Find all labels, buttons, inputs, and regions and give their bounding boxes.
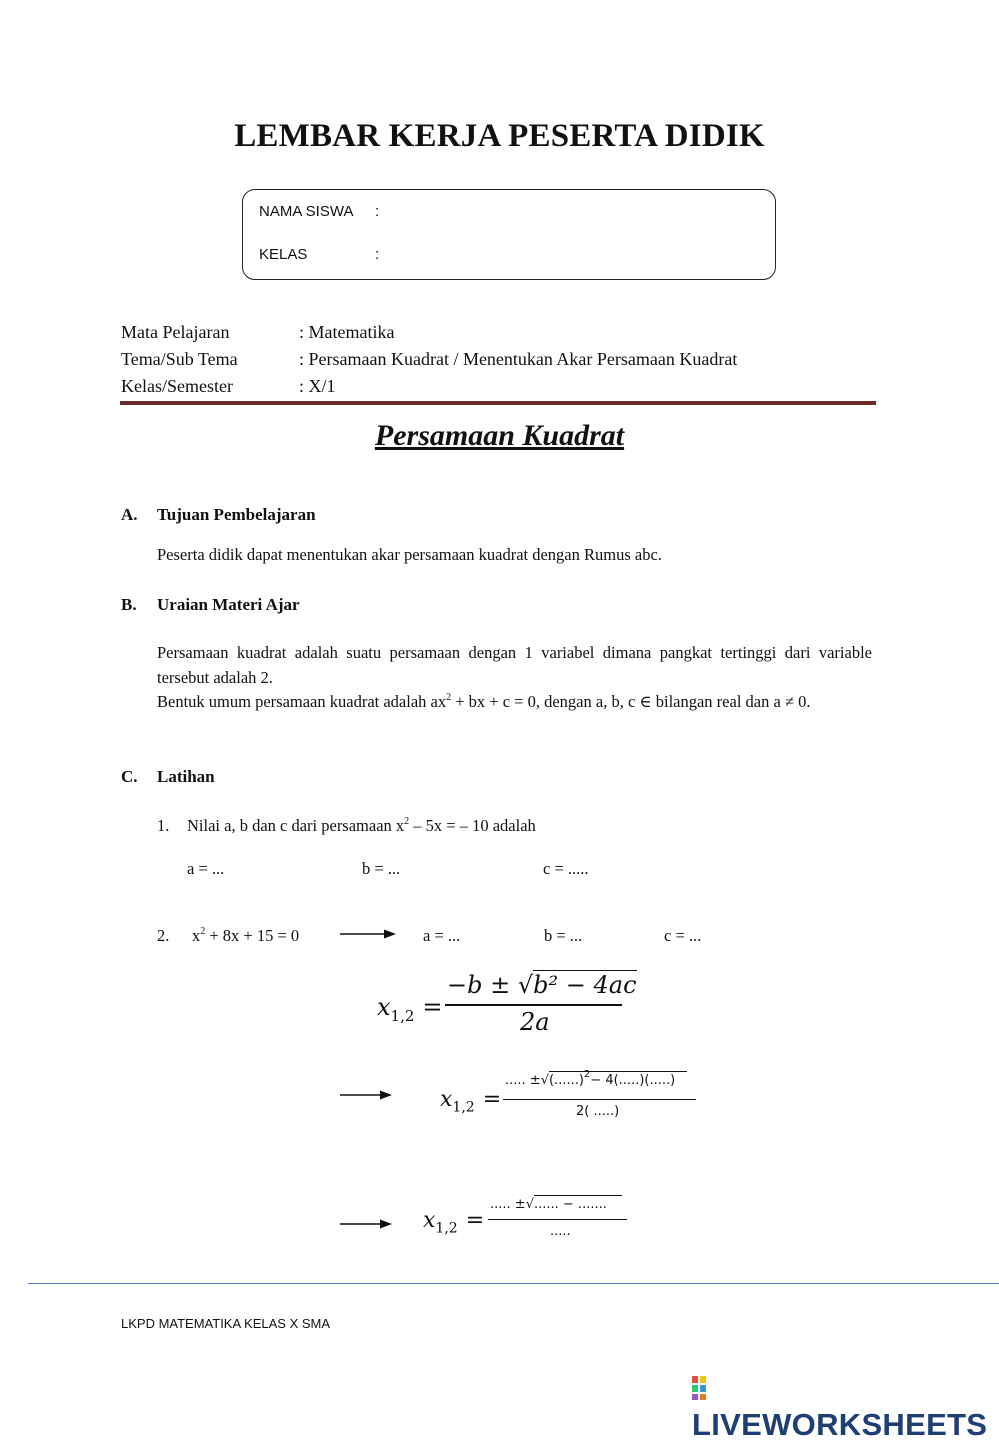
class-colon: :	[375, 246, 380, 263]
q2-answer-a[interactable]: a = ...	[423, 926, 461, 945]
step1-fraction-bar	[503, 1099, 696, 1100]
formula-numerator: −b ± √b² − 4ac	[447, 971, 637, 999]
semester-value: : X/1	[299, 376, 336, 396]
q1-answer-a[interactable]: a = ...	[187, 859, 225, 878]
question-2-equation: $x^2 + 8x + 15 = 0$	[192, 926, 300, 945]
subject-value: : Matematika	[299, 322, 395, 342]
q2-answer-c[interactable]: c = ...	[664, 926, 702, 945]
section-a-letter: A.	[121, 505, 138, 524]
question-1-number: 1.	[157, 816, 170, 835]
student-identity-box	[242, 189, 776, 280]
step2-numerator: ..... ±√...... − .......	[490, 1195, 622, 1212]
section-c-letter: C.	[121, 767, 138, 786]
liveworksheets-logo-icon	[692, 1376, 714, 1400]
page-title: LEMBAR KERJA PESERTA DIDIK	[234, 118, 765, 154]
formula-fraction-bar	[445, 1004, 622, 1006]
formula-denominator: 2a	[520, 1008, 550, 1036]
step1-numerator: ..... ±√(......)$^2$− 4(.....)(.....)	[505, 1071, 687, 1088]
section-b-heading	[121, 595, 300, 615]
section-c-title: Latihan	[157, 767, 215, 786]
step2-fraction-bar	[488, 1219, 627, 1220]
section-a-heading	[121, 505, 316, 525]
brand-name: LIVEWORKSHEETS	[692, 1407, 988, 1442]
semester-label: Kelas/Semester	[121, 376, 233, 396]
step2-lhs: $x_{1,2}$ =	[423, 1208, 485, 1237]
section-c-heading	[121, 767, 215, 787]
liveworksheets-logo	[692, 1371, 999, 1443]
section-b-para2: Bentuk umum persamaan kuadrat adalah $ax^2$ + bx + c = 0, dengan a, b, c ∈ bilangan real dan a ≠ 0.	[157, 692, 811, 711]
section-b-para1: Persamaan kuadrat adalah suatu persamaan dengan 1 variabel dimana pangkat tertinggi dari variable tersebut adalah 2.	[157, 643, 872, 687]
q1-answer-c[interactable]: c = .....	[543, 859, 589, 878]
header-divider	[120, 401, 876, 405]
subject-label: Mata Pelajaran	[121, 322, 230, 342]
section-subtitle: Persamaan Kuadrat	[374, 419, 625, 452]
formula-lhs: $x_{1,2}$ =	[377, 993, 443, 1025]
arrow-right-icon	[340, 1217, 392, 1231]
name-colon: :	[375, 203, 380, 220]
step1-lhs: $x_{1,2}$ =	[440, 1087, 502, 1116]
section-b-letter: B.	[121, 595, 137, 614]
name-row	[259, 203, 380, 220]
step2-denominator: .....	[550, 1224, 571, 1239]
footer-text: LKPD MATEMATIKA KELAS X SMA	[121, 1316, 331, 1331]
section-a-title: Tujuan Pembelajaran	[157, 505, 316, 524]
meta-subject	[121, 322, 395, 343]
section-b-body	[157, 641, 872, 715]
footer-divider	[28, 1283, 999, 1284]
question-1-text: Nilai a, b dan c dari persamaan $x^2 - 5x$ = – 10 adalah	[187, 816, 536, 835]
theme-label: Tema/Sub Tema	[121, 349, 238, 369]
q1-answer-b[interactable]: b = ...	[362, 859, 401, 878]
name-label: NAMA SISWA	[259, 203, 354, 220]
meta-semester	[121, 376, 336, 397]
arrow-right-icon	[340, 1088, 392, 1102]
section-a-text: Peserta didik dapat menentukan akar persamaan kuadrat dengan Rumus abc.	[157, 545, 662, 564]
meta-theme	[121, 349, 738, 370]
section-b-title: Uraian Materi Ajar	[157, 595, 300, 614]
step1-denominator: 2( .....)	[576, 1104, 620, 1119]
class-row	[259, 246, 380, 263]
arrow-right-icon	[340, 927, 396, 941]
class-label: KELAS	[259, 246, 308, 263]
q2-answer-b[interactable]: b = ...	[544, 926, 583, 945]
theme-value: : Persamaan Kuadrat / Menentukan Akar Persamaan Kuadrat	[299, 349, 738, 369]
question-2-number: 2.	[157, 926, 170, 945]
